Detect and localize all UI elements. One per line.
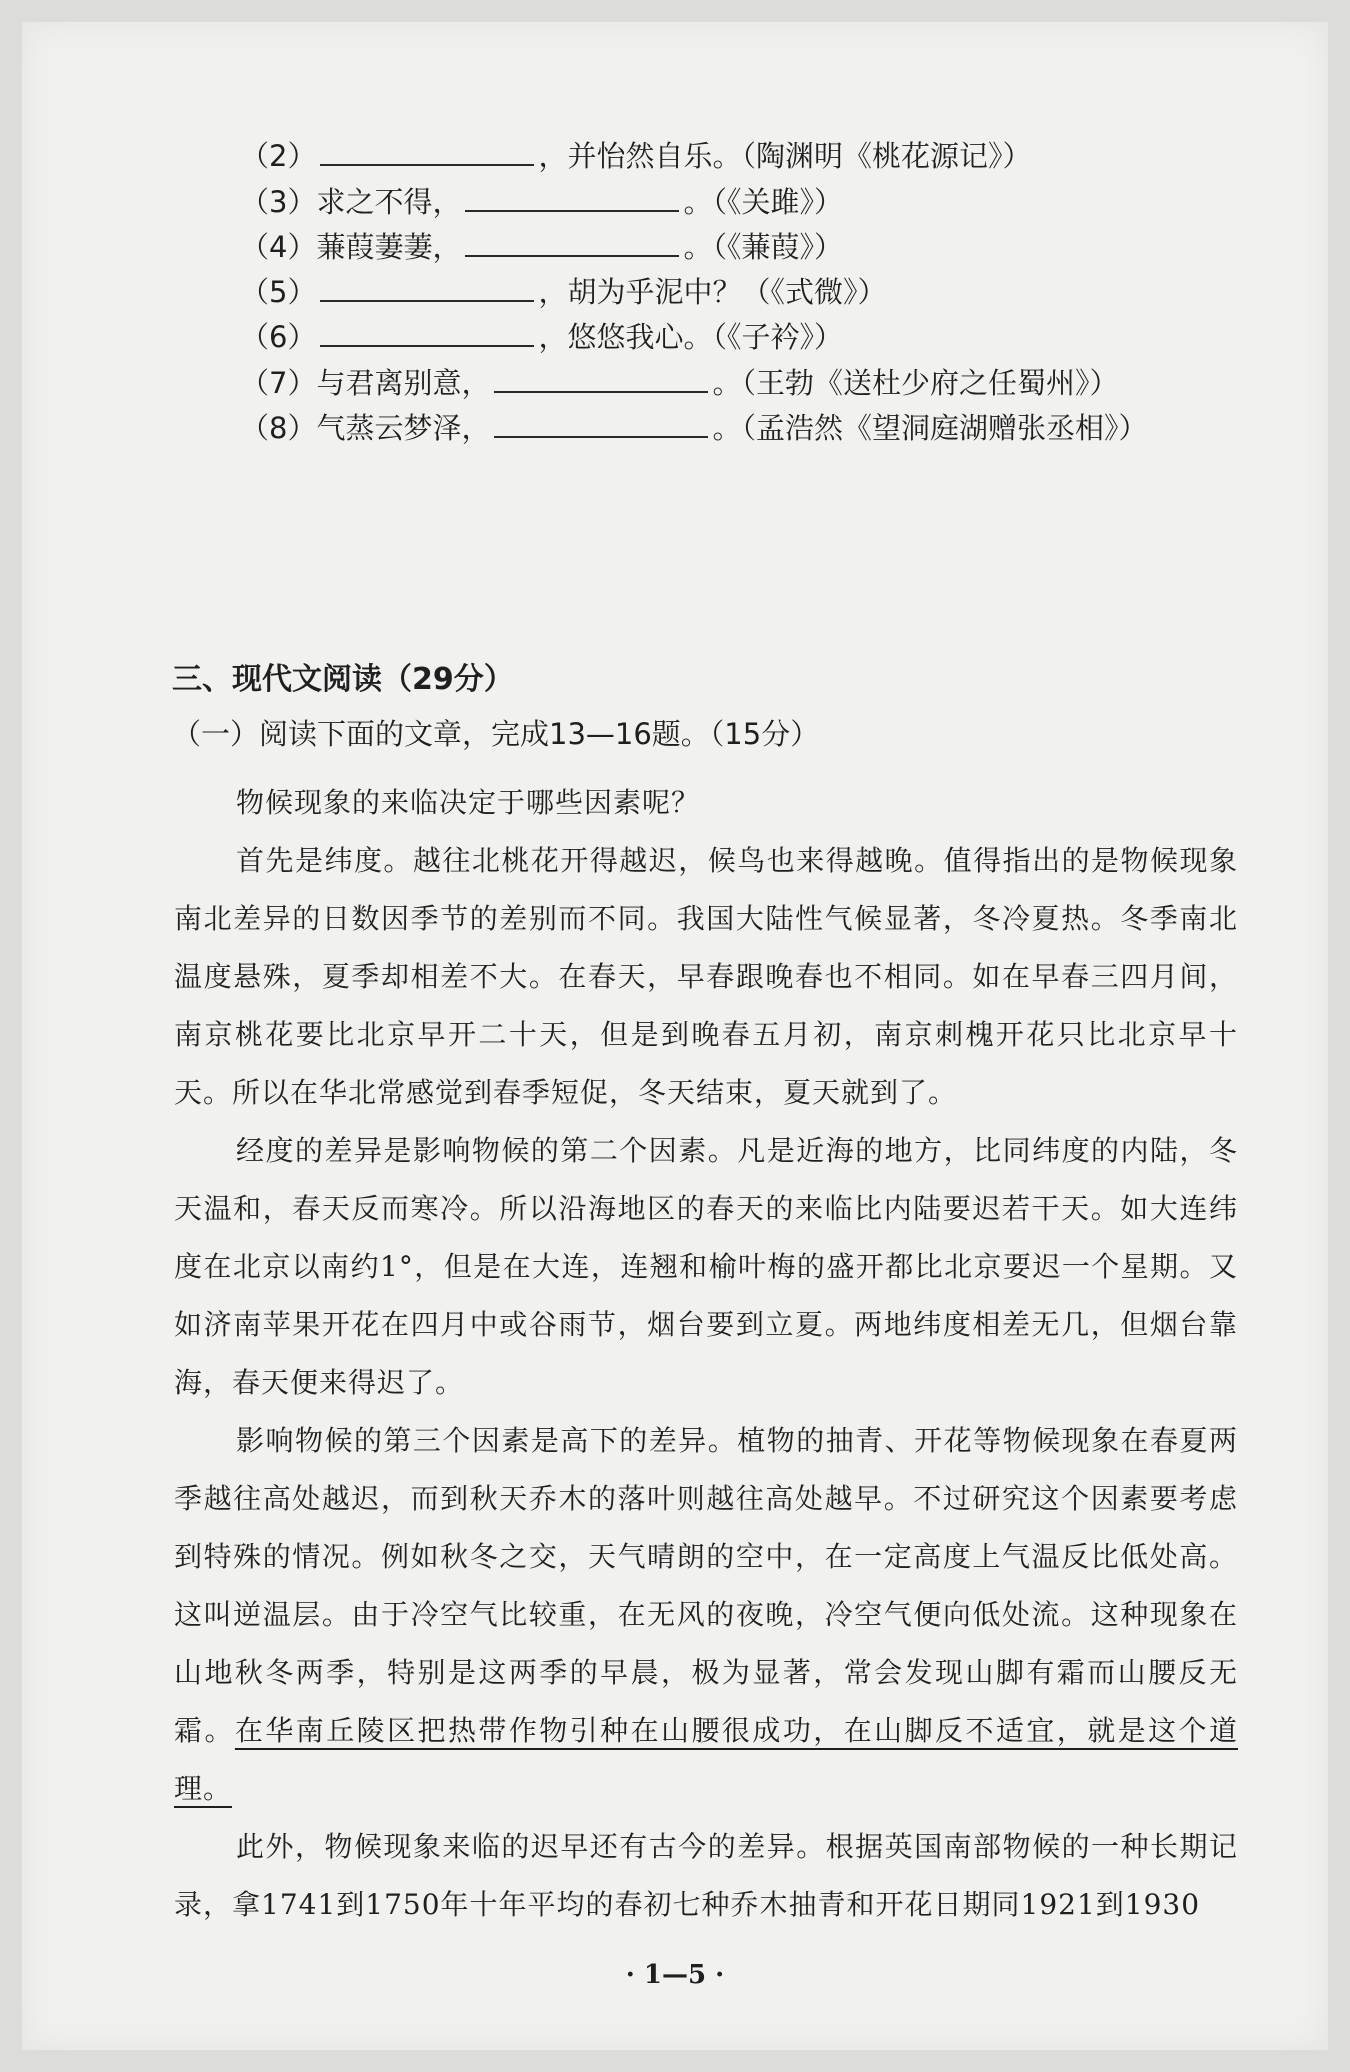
- answer-blank[interactable]: [320, 315, 534, 347]
- answer-blank[interactable]: [465, 180, 679, 212]
- item-text-before: 蒹葭萋萋，: [316, 230, 462, 264]
- fill-in-item: [240, 315, 843, 357]
- item-text-before: 与君离别意，: [316, 366, 491, 400]
- item-number: （2）: [240, 139, 317, 173]
- fill-in-item: [240, 180, 843, 222]
- section-title: 三、现代文阅读（29分）: [172, 662, 514, 697]
- fill-in-item: [240, 406, 1148, 448]
- reading-article: [174, 774, 1238, 1934]
- item-number: （4）: [240, 230, 317, 264]
- item-source: （《蒹葭》）: [712, 230, 843, 264]
- item-source: （《子衿》）: [712, 320, 843, 354]
- fill-in-item: [240, 270, 886, 312]
- fill-in-item: [240, 134, 1031, 176]
- fill-in-item: [240, 361, 1119, 403]
- answer-blank[interactable]: [494, 361, 708, 393]
- fill-in-item: [240, 225, 843, 267]
- item-text-before: 求之不得，: [316, 185, 462, 219]
- item-source: （陶渊明《桃花源记》）: [741, 139, 1032, 173]
- article-question: 物候现象的来临决定于哪些因素呢？: [236, 786, 701, 819]
- answer-blank[interactable]: [494, 406, 708, 438]
- article-paragraph-1: 首先是纬度。越往北桃花开得越迟，候鸟也来得越晚。值得指出的是物候现象南北差异的日数因季节的差别而不同。我国大陆性气候显著，冬冷夏热。冬季南北温度悬殊，夏季却相差不大。在春天，早春跟晚春也不相同。如在早春三四月间，南京桃花要比北京早开二十天，但是到晚春五月初，南京刺槐开花只比北京早十天。所以在华北常感觉到春季短促，冬天结束，夏天就到了。: [174, 844, 1238, 1109]
- answer-blank[interactable]: [465, 225, 679, 257]
- item-source: （王勃《送杜少府之任蜀州》）: [741, 366, 1119, 400]
- item-text-after: 。: [712, 366, 742, 400]
- article-paragraph-4: 此外，物候现象来临的迟早还有古今的差异。根据英国南部物候的一种长期记录，拿1741到1750年十年平均的春初七种乔木抽青和开花日期同1921到1930: [174, 1830, 1238, 1921]
- item-text-after: 。: [683, 230, 713, 264]
- item-number: （5）: [240, 275, 317, 309]
- item-text-after: ，悠悠我心。: [538, 320, 713, 354]
- item-number: （3）: [240, 185, 317, 219]
- answer-blank[interactable]: [320, 134, 534, 166]
- item-source: （《式微》）: [741, 275, 887, 309]
- article-paragraph-2: 经度的差异是影响物候的第二个因素。凡是近海的地方，比同纬度的内陆，冬天温和，春天反而寒冷。所以沿海地区的春天的来临比内陆要迟若干天。如大连纬度在北京以南约1°，但是在大连，连翘和榆叶梅的盛开都比北京要迟一个星期。又如济南苹果开花在四月中或谷雨节，烟台要到立夏。两地纬度相差无几，但烟台靠海，春天便来得迟了。: [174, 1134, 1238, 1399]
- paragraph-3-text: 影响物候的第三个因素是高下的差异。植物的抽青、开花等物候现象在春夏两季越往高处越迟，而到秋天乔木的落叶则越往高处越早。不过研究这个因素要考虑到特殊的情况。例如秋冬之交，天气晴朗的空中，在一定高度上气温反比低处高。这叫逆温层。由于冷空气比较重，在无风的夜晚，冷空气便向低处流。这种现象在山地秋冬两季，特别是这两季的早晨，极为显著，常会发现山脚有霜而山腰反无霜。: [174, 1424, 1238, 1747]
- item-text-after: ，胡为乎泥中？: [538, 275, 742, 309]
- document-page: [22, 22, 1328, 2050]
- item-source: （《关雎》）: [712, 185, 843, 219]
- item-text-before: 气蒸云梦泽，: [316, 411, 491, 445]
- underlined-sentence: 在华南丘陵区把热带作物引种在山腰很成功，在山脚反不适宜，就是这个道理。: [174, 1714, 1238, 1805]
- answer-blank[interactable]: [320, 270, 534, 302]
- item-number: （6）: [240, 320, 317, 354]
- sub-section-title: （一）阅读下面的文章，完成13—16题。（15分）: [172, 717, 820, 751]
- item-text-after: 。: [683, 185, 713, 219]
- item-source: （孟浩然《望洞庭湖赠张丞相》）: [741, 411, 1148, 445]
- item-number: （7）: [240, 366, 317, 400]
- article-paragraph-3: [174, 1412, 1238, 1818]
- item-number: （8）: [240, 411, 317, 445]
- item-text-after: ，并怡然自乐。: [538, 139, 742, 173]
- page-number: · 1—5 ·: [625, 1960, 725, 1990]
- item-text-after: 。: [712, 411, 742, 445]
